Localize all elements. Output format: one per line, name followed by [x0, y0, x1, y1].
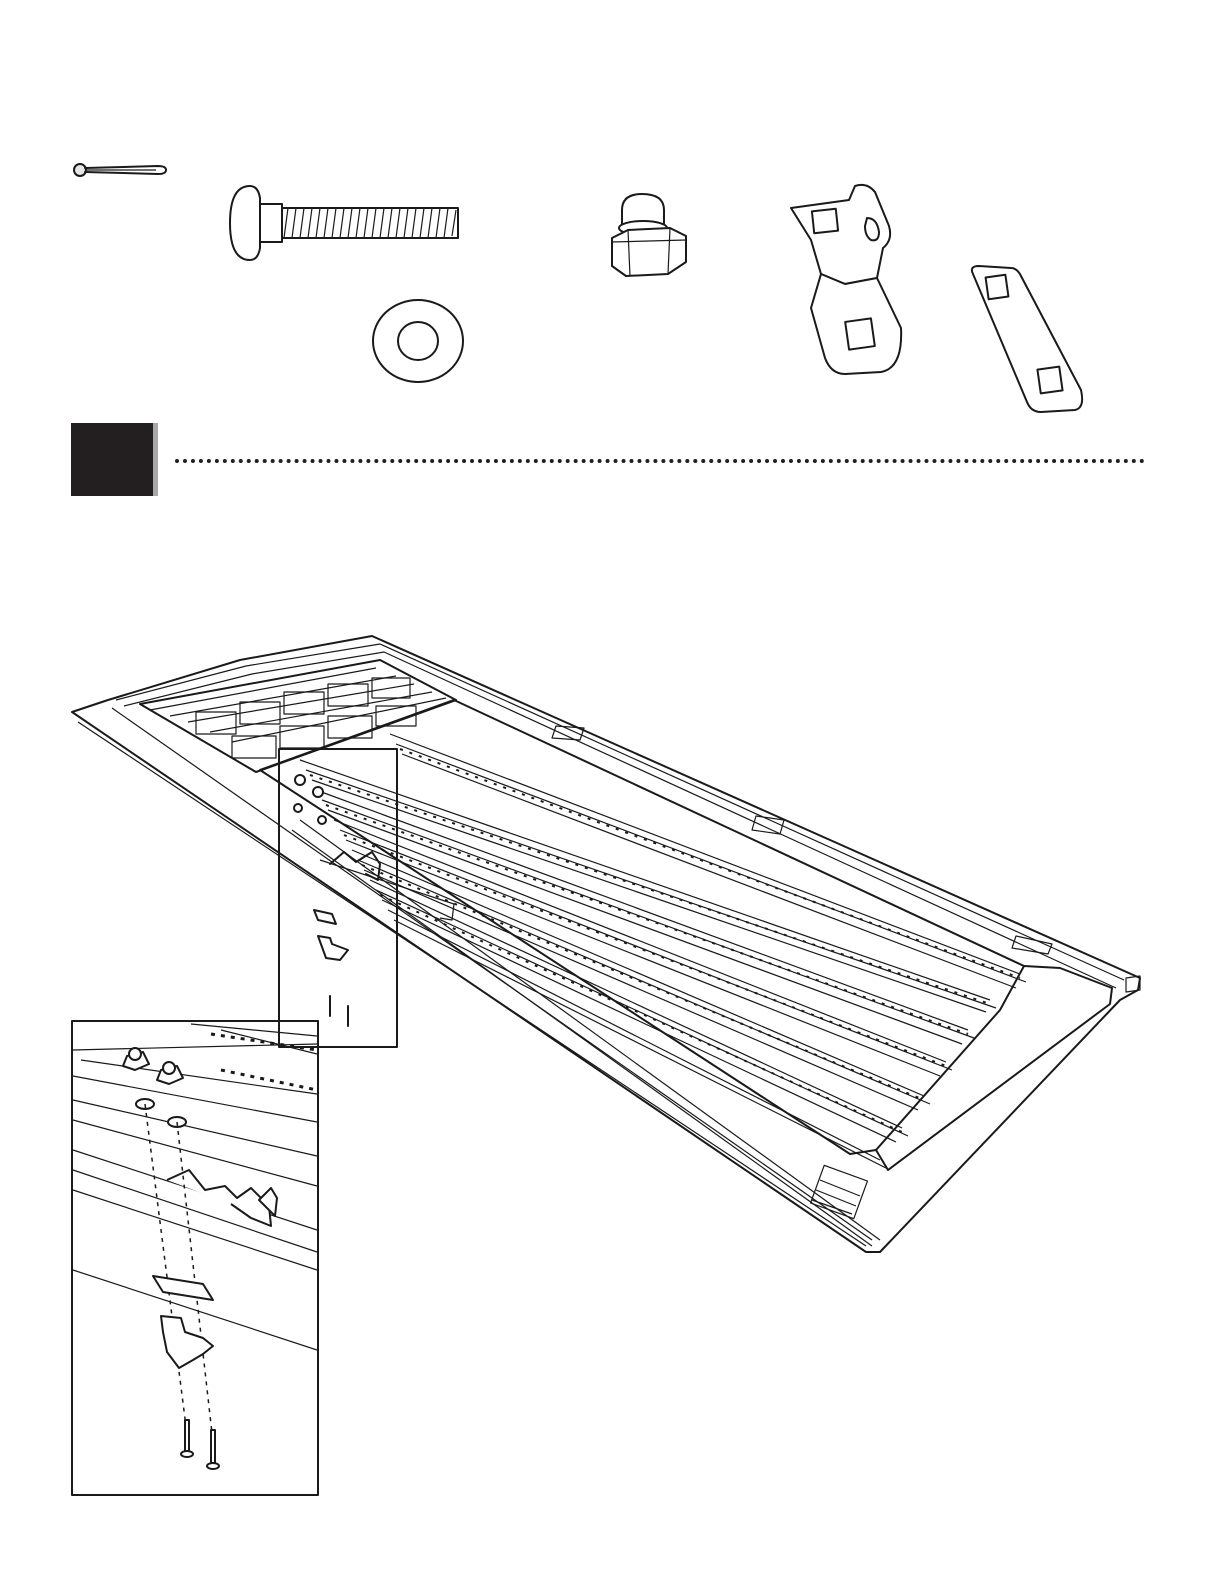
detail-inset-icon: [71, 1020, 321, 1498]
callout-box-icon: [278, 748, 400, 1050]
